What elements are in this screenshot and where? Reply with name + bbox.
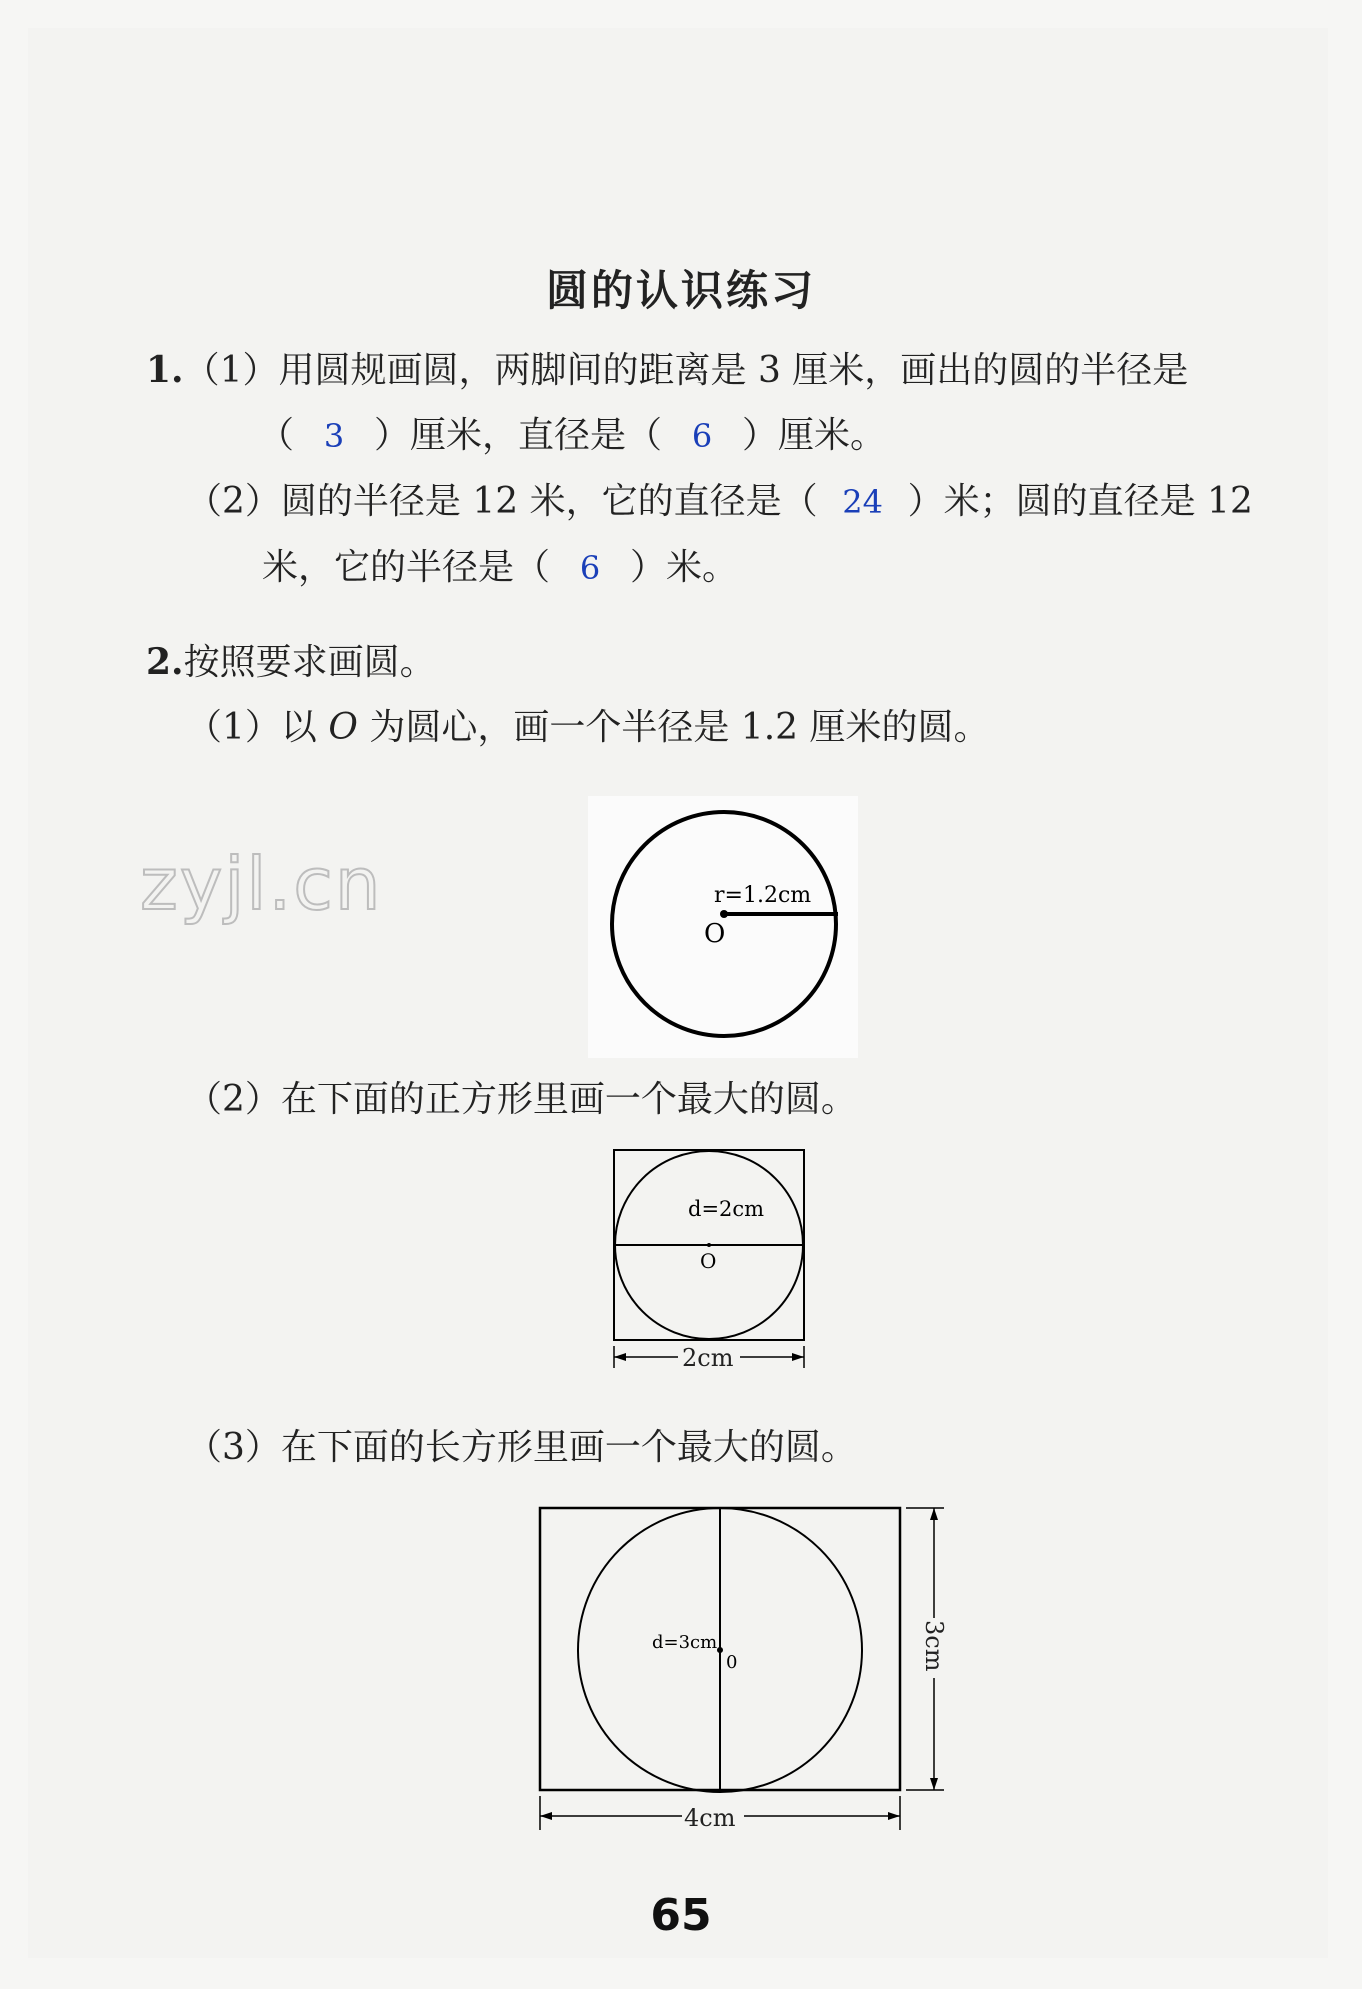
diameter-label-3: d=3cm xyxy=(652,1632,718,1653)
q2-heading xyxy=(146,640,436,685)
q1-part2-line1 xyxy=(186,480,1253,524)
q2-part3-line xyxy=(186,1426,857,1470)
radius-label: r=1.2cm xyxy=(714,883,812,908)
dim-arrow-left xyxy=(614,1353,626,1361)
q1-part2-line2 xyxy=(262,546,738,590)
figure-circle-radius xyxy=(588,796,858,1058)
q1-p1-answer-radius: 3 xyxy=(323,417,345,455)
center-label-1: O xyxy=(704,919,726,949)
q2-p1-label: （1） xyxy=(186,707,281,748)
dim-label-2cm: 2cm xyxy=(682,1344,734,1372)
q1-p2-text-a: 圆的半径是 12 米，它的直径是（ xyxy=(280,481,818,522)
center-label-3: 0 xyxy=(726,1652,738,1673)
dim-label-4cm: 4cm xyxy=(684,1804,736,1832)
height-arrow-bottom xyxy=(930,1778,938,1790)
q2-p2-label: （2） xyxy=(186,1079,281,1120)
q1-number: 1. xyxy=(146,349,184,391)
q1-part1-line2 xyxy=(258,414,886,458)
height-arrow-top xyxy=(930,1508,938,1520)
dim-label-3cm: 3cm xyxy=(920,1620,948,1672)
center-label-2: O xyxy=(700,1249,717,1273)
watermark: zyjl.cn xyxy=(140,842,383,926)
q2-p3-text: 在下面的长方形里画一个最大的圆。 xyxy=(280,1427,857,1468)
q1-p1-text: 用圆规画圆，两脚间的距离是 3 厘米，画出的圆的半径是 xyxy=(278,350,1189,391)
width-arrow-right xyxy=(888,1812,900,1820)
figure-square-circle xyxy=(606,1146,816,1376)
dim-arrow-right xyxy=(792,1353,804,1361)
q2-text: 按照要求画圆。 xyxy=(183,642,436,683)
center-dot-3 xyxy=(717,1647,723,1653)
q1-part1-line1 xyxy=(146,348,1188,393)
q1-p1-mid: ）厘米，直径是（ xyxy=(374,415,663,456)
q1-p2-answer-diameter: 24 xyxy=(842,483,883,521)
q2-p1-text-a: 以 xyxy=(280,707,317,748)
figure-rectangle-circle xyxy=(530,1500,970,1836)
width-arrow-left xyxy=(540,1812,552,1820)
diameter-label-2: d=2cm xyxy=(688,1197,765,1221)
q2-p1-var: O xyxy=(328,707,358,748)
page-title: 圆的认识练习 xyxy=(545,266,816,315)
q2-part1-line xyxy=(186,706,989,750)
center-dot-1 xyxy=(720,910,728,918)
q1-p1-open: （ xyxy=(258,415,295,456)
q2-p2-text: 在下面的正方形里画一个最大的圆。 xyxy=(280,1079,857,1120)
q1-p1-end: ）厘米。 xyxy=(742,415,887,456)
page-number: 65 xyxy=(650,1890,712,1941)
q2-part2-line xyxy=(186,1078,857,1122)
center-dot-2 xyxy=(707,1243,711,1247)
q1-p2-text-b: ）米；圆的直径是 12 xyxy=(907,481,1253,522)
q1-p1-label: （1） xyxy=(183,350,279,391)
q1-p2-label: （2） xyxy=(186,481,281,522)
q2-p3-label: （3） xyxy=(186,1427,281,1468)
q1-p2-end: ）米。 xyxy=(630,547,739,588)
q2-number: 2. xyxy=(146,641,184,683)
q1-p2-text-c: 米，它的半径是（ xyxy=(262,547,551,588)
q1-p1-answer-diameter: 6 xyxy=(691,417,713,455)
q2-p1-text-b: 为圆心，画一个半径是 1.2 厘米的圆。 xyxy=(369,707,990,748)
q1-p2-answer-radius: 6 xyxy=(579,549,601,587)
